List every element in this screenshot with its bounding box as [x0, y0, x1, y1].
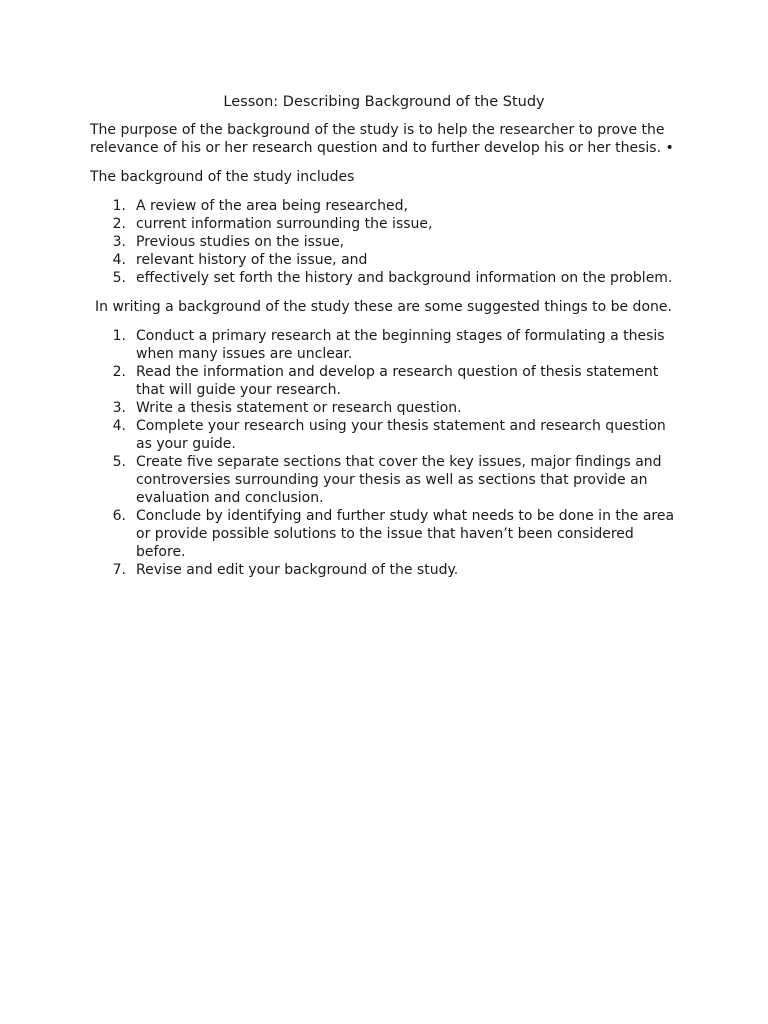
includes-paragraph: The background of the study includes — [90, 169, 355, 185]
list-item-text: Conclude by identifying and further study what needs to be done in the area or provide possible solutions to the issue that haven’t been considered before. — [136, 508, 675, 560]
list-item-number: 4. — [112, 418, 126, 434]
list-item-text: Previous studies on the issue, — [136, 234, 345, 250]
list-item-number: 5. — [112, 454, 126, 470]
list-item-text: Revise and edit your background of the study. — [136, 562, 459, 578]
list-item — [90, 507, 675, 561]
list-item-number: 1. — [112, 198, 126, 214]
list-item — [90, 327, 675, 363]
list-item — [90, 215, 675, 233]
list-item — [90, 269, 675, 287]
suggestions-list — [90, 327, 675, 579]
list-item — [90, 561, 675, 579]
list-item-number: 4. — [112, 252, 126, 268]
purpose-paragraph: The purpose of the background of the study is to help the researcher to prove the relevance of his or her research question and to further develop his or her thesis. • — [90, 122, 674, 156]
list-item-number: 3. — [112, 234, 126, 250]
list-item-text: Create five separate sections that cover the key issues, major findings and controversies surrounding your thesis as well as sections that provide an evaluation and conclusion. — [136, 454, 662, 506]
list-item-number: 2. — [112, 216, 126, 232]
document-title: Lesson: Describing Background of the Study — [223, 94, 545, 110]
includes-list — [90, 197, 675, 287]
list-item-text: Conduct a primary research at the beginning stages of formulating a thesis when many issues are unclear. — [136, 328, 665, 362]
list-item — [90, 197, 675, 215]
list-item-text: current information surrounding the issue, — [136, 216, 433, 232]
list-item — [90, 251, 675, 269]
list-item-text: effectively set forth the history and background information on the problem. — [136, 270, 673, 286]
list-item — [90, 363, 675, 399]
list-item — [90, 417, 675, 453]
list-item-text: Read the information and develop a research question of thesis statement that will guide your research. — [136, 364, 659, 398]
list-item-text: Complete your research using your thesis statement and research question as your guide. — [136, 418, 666, 452]
list-item — [90, 399, 675, 417]
list-item-number: 2. — [112, 364, 126, 380]
list-item-number: 6. — [112, 508, 126, 524]
suggestions-paragraph: In writing a background of the study these are some suggested things to be done. — [95, 299, 672, 315]
list-item-number: 1. — [112, 328, 126, 344]
list-item-text: Write a thesis statement or research question. — [136, 400, 462, 416]
list-item-number: 5. — [112, 270, 126, 286]
list-item-number: 7. — [112, 562, 126, 578]
list-item — [90, 233, 675, 251]
list-item-text: relevant history of the issue, and — [136, 252, 368, 268]
document-body — [90, 121, 675, 590]
list-item — [90, 453, 675, 507]
list-item-number: 3. — [112, 400, 126, 416]
list-item-text: A review of the area being researched, — [136, 198, 408, 214]
